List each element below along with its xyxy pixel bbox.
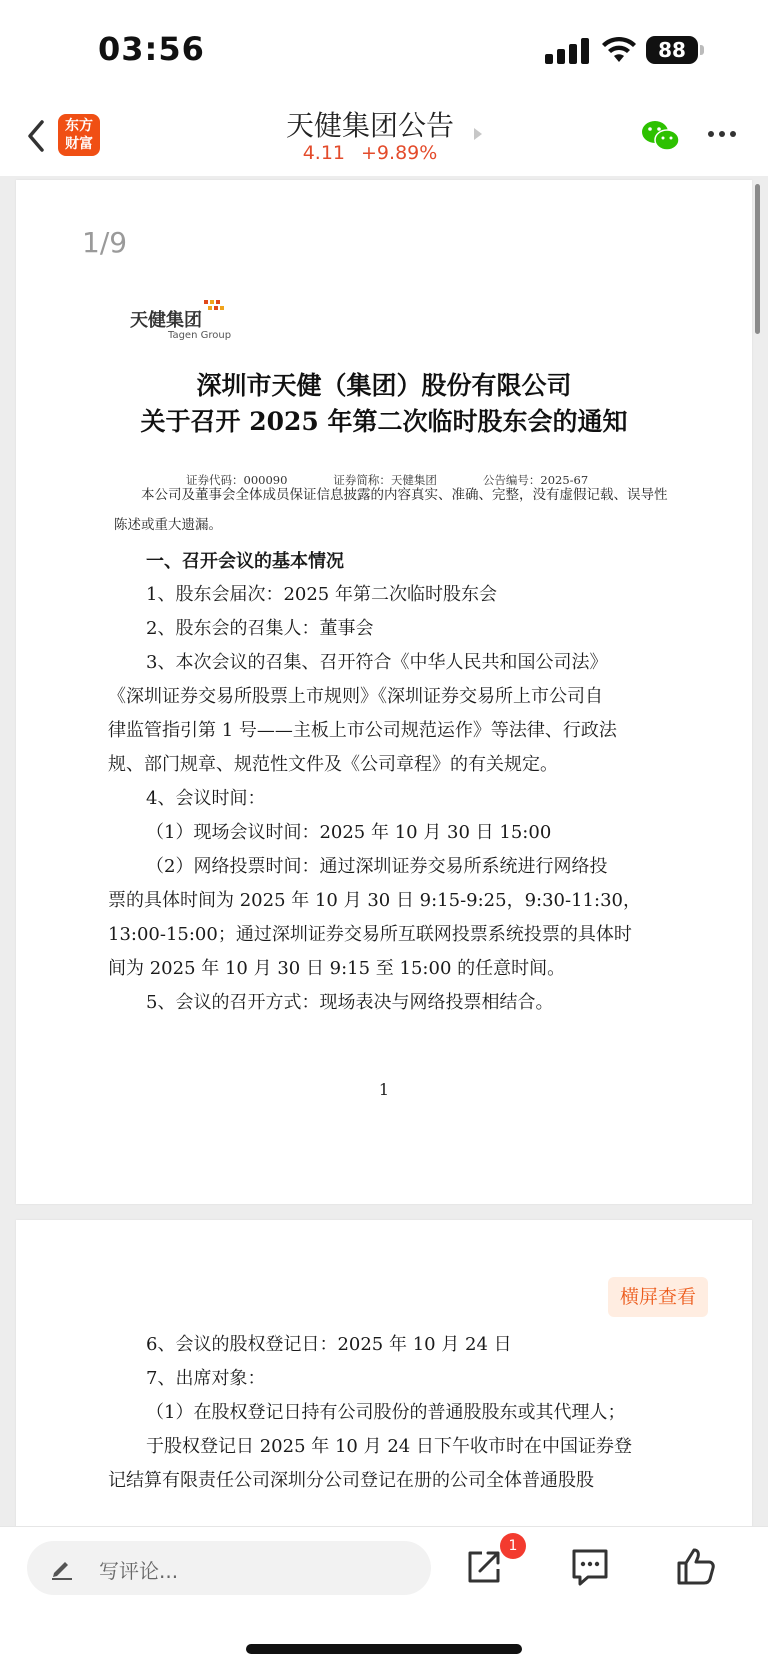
status-bar — [0, 0, 768, 100]
header-bar — [0, 100, 768, 177]
stock-quote[interactable] — [250, 142, 490, 164]
doc-line: 记结算有限责任公司深圳分公司登记在册的公司全体普通股股 — [108, 1470, 594, 1491]
section-heading: 一、召开会议的基本情况 — [146, 551, 344, 572]
security-short-name: 证券简称：天健集团 — [333, 473, 437, 487]
doc-title-line-1: 深圳市天健（集团）股份有限公司 — [196, 371, 572, 400]
page-title: 天健集团公告 — [285, 109, 454, 142]
doc-line: 《深圳证券交易所股票上市规则》《深圳证券交易所上市公司自 — [108, 686, 603, 707]
company-logo: 天健集团 Tagen Group — [130, 298, 240, 344]
quote-arrow-icon — [474, 128, 482, 140]
doc-line: 3、本次会议的召集、召开符合《中华人民共和国公司法》 — [146, 652, 608, 673]
share-icon[interactable] — [462, 1545, 506, 1589]
document-page-1 — [16, 180, 752, 1204]
doc-title-line-2: 关于召开 2025 年第二次临时股东会的通知 — [140, 407, 628, 436]
doc-line: 于股权登记日 2025 年 10 月 24 日下午收市时在中国证券登 — [146, 1436, 632, 1457]
page-indicator: 1/9 — [82, 226, 128, 259]
doc-line: 律监管指引第 1 号——主板上市公司规范运作》等法律、行政法 — [108, 720, 617, 741]
status-time: 03:56 — [98, 30, 205, 68]
doc-line: 7、出席对象： — [146, 1368, 266, 1389]
comment-input[interactable] — [27, 1541, 431, 1595]
disclaimer: 本公司及董事会全体成员保证信息披露的内容真实、准确、完整，没有虚假记载、误导性陈述或重大遗漏。 — [114, 487, 668, 533]
cellular-signal-icon — [545, 38, 591, 64]
stock-change: +9.89% — [361, 142, 438, 164]
doc-line: 间为 2025 年 10 月 30 日 9:15 至 15:00 的任意时间。 — [108, 958, 566, 979]
company-logo-mark-icon — [200, 298, 226, 314]
more-icon[interactable] — [706, 128, 738, 140]
back-icon[interactable] — [20, 114, 54, 158]
doc-line: 票的具体时间为 2025 年 10 月 30 日 9:15-9:25，9:30-11:30， — [108, 890, 641, 911]
doc-line: 4、会议时间： — [146, 788, 266, 809]
doc-line: 5、会议的召开方式：现场表决与网络投票相结合。 — [146, 992, 554, 1013]
eastmoney-logo[interactable]: 东方 财富 — [58, 114, 100, 156]
pen-icon — [49, 1555, 75, 1581]
document-page-2 — [16, 1220, 752, 1526]
document-viewer[interactable] — [0, 176, 768, 1526]
page-number: 1 — [378, 1080, 390, 1099]
stock-price: 4.11 — [302, 142, 346, 164]
doc-line: 规、部门规章、规范性文件及《公司章程》的有关规定。 — [108, 754, 558, 775]
comments-icon[interactable] — [568, 1545, 612, 1589]
battery-level: 88 — [646, 36, 698, 64]
home-indicator — [246, 1644, 522, 1654]
wifi-icon — [600, 34, 638, 64]
doc-line: （1）在股权登记日持有公司股份的普通股股东或其代理人； — [146, 1402, 626, 1423]
wechat-share-icon[interactable] — [640, 118, 680, 154]
doc-line: 1、股东会届次：2025 年第二次临时股东会 — [146, 584, 497, 605]
share-badge: 1 — [500, 1533, 526, 1559]
doc-line: （1）现场会议时间：2025 年 10 月 30 日 15:00 — [146, 822, 552, 843]
doc-line: 6、会议的股权登记日：2025 年 10 月 24 日 — [146, 1334, 512, 1355]
bottom-toolbar — [0, 1526, 768, 1666]
doc-line: （2）网络投票时间：通过深圳证券交易所系统进行网络投 — [146, 856, 608, 877]
scrollbar[interactable] — [755, 184, 760, 334]
security-code: 证券代码：000090 — [186, 473, 288, 487]
doc-line: 2、股东会的召集人：董事会 — [146, 618, 374, 639]
landscape-view-button[interactable]: 横屏查看 — [608, 1277, 708, 1317]
like-icon[interactable] — [674, 1545, 718, 1589]
doc-line: 13:00-15:00；通过深圳证券交易所互联网投票系统投票的具体时 — [108, 924, 632, 945]
comment-placeholder: 写评论... — [99, 1559, 179, 1583]
notice-number: 公告编号：2025-67 — [482, 473, 589, 487]
battery-cap — [700, 45, 704, 55]
